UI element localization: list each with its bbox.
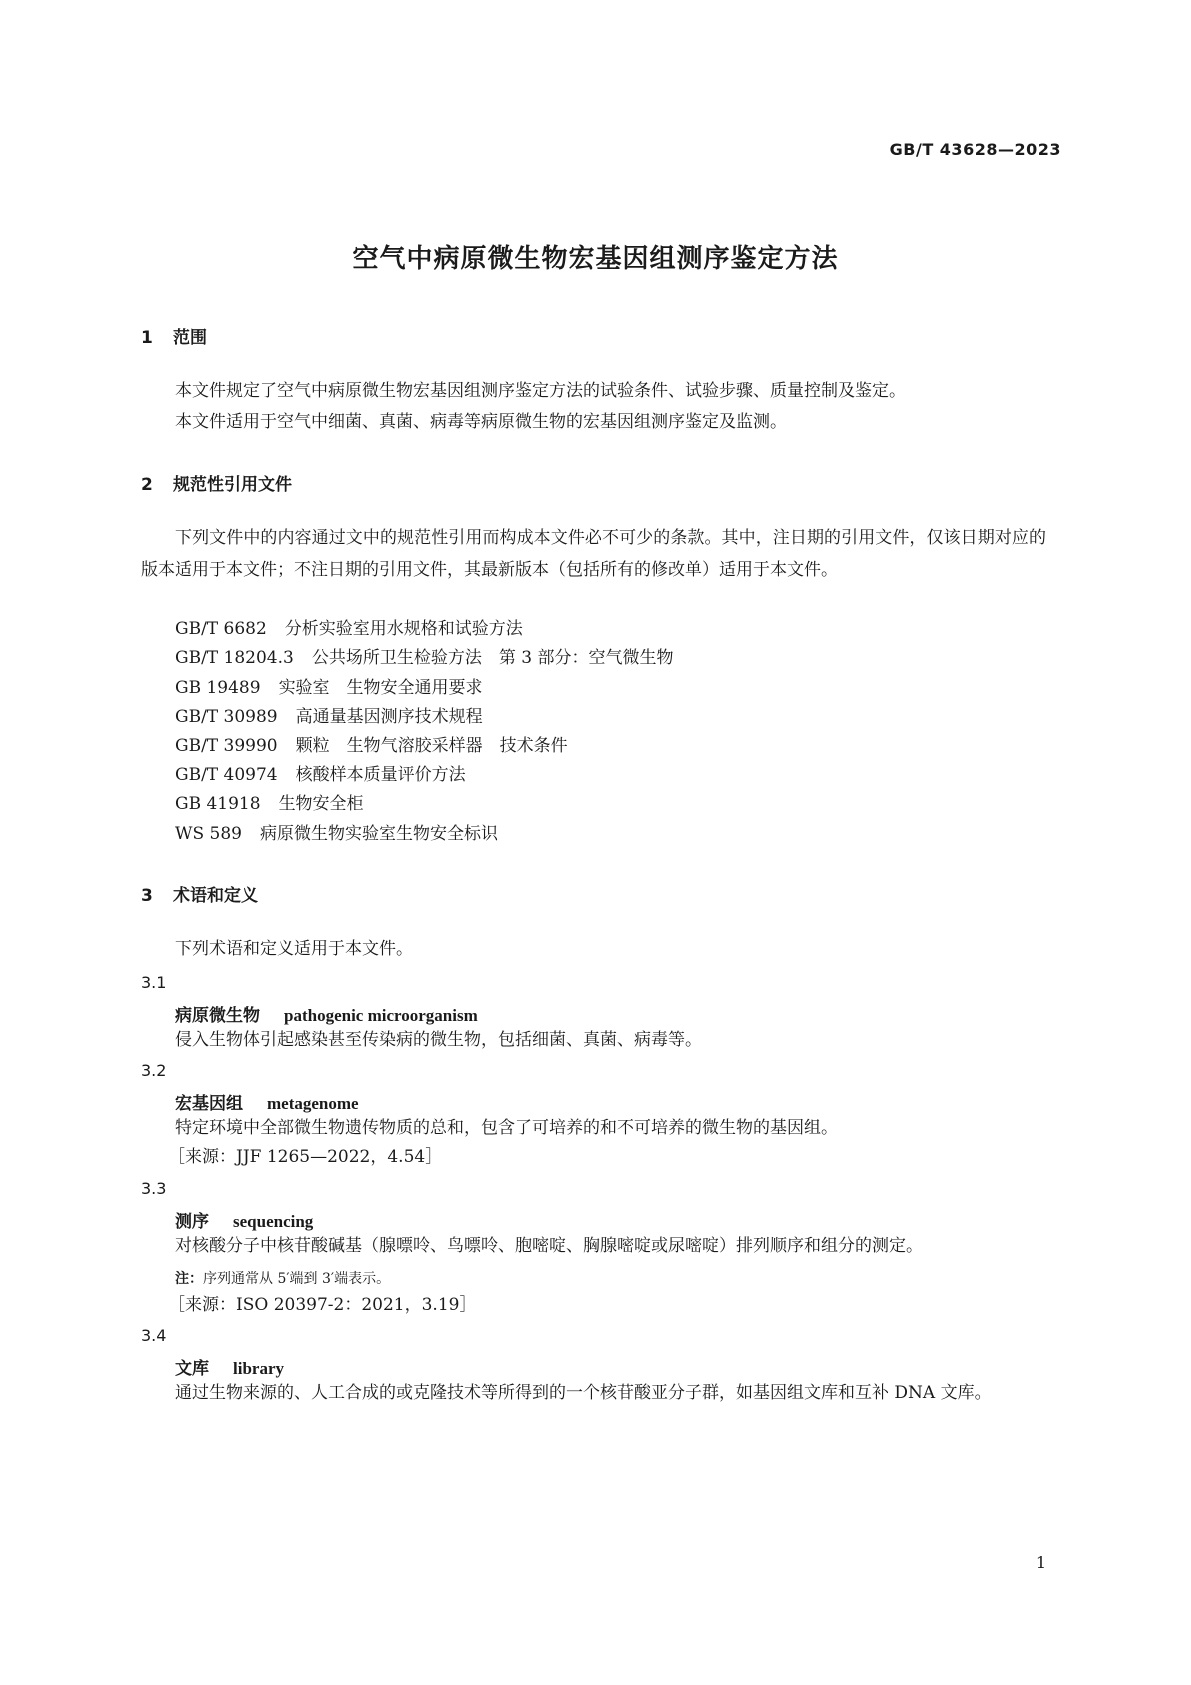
reference-title: 病原微生物实验室生物安全标识 bbox=[259, 824, 498, 844]
reference-code: GB 41918 bbox=[175, 794, 261, 814]
page-number: 1 bbox=[1035, 1553, 1046, 1572]
reference-code: GB/T 18204.3 bbox=[175, 648, 294, 668]
reference-item bbox=[175, 730, 568, 762]
term-definition: 特定环境中全部微生物遗传物质的总和，包含了可培养的和不可培养的微生物的基因组。 bbox=[175, 1118, 838, 1138]
reference-item bbox=[175, 672, 483, 704]
section-title: 范围 bbox=[173, 328, 207, 348]
term-en: library bbox=[233, 1359, 284, 1378]
term-heading bbox=[175, 1207, 313, 1232]
term-source: ［来源：JJF 1265—2022，4.54］ bbox=[168, 1147, 443, 1167]
term-zh: 文库 bbox=[175, 1359, 209, 1379]
section-heading-2 bbox=[141, 470, 292, 495]
term-en: sequencing bbox=[233, 1212, 314, 1231]
reference-code: GB 19489 bbox=[175, 678, 261, 698]
reference-title: 实验室 生物安全通用要求 bbox=[278, 678, 483, 698]
reference-title: 核酸样本质量评价方法 bbox=[295, 765, 466, 785]
normative-intro-paragraph: 下列文件中的内容通过文中的规范性引用而构成本文件必不可少的条款。其中，注日期的引用文件，仅该日期对应的版本适用于本文件；不注日期的引用文件，其最新版本（包括所有的修改单）适用于本文件。 bbox=[141, 528, 1046, 580]
scope-paragraph-1: 本文件规定了空气中病原微生物宏基因组测序鉴定方法的试验条件、试验步骤、质量控制及鉴定。 bbox=[175, 381, 906, 401]
scope-paragraph-2: 本文件适用于空气中细菌、真菌、病毒等病原微生物的宏基因组测序鉴定及监测。 bbox=[175, 412, 787, 432]
term-number: 3.1 bbox=[141, 973, 167, 992]
reference-item bbox=[175, 613, 523, 645]
reference-item bbox=[175, 788, 364, 820]
term-zh: 测序 bbox=[175, 1212, 209, 1232]
term-number: 3.4 bbox=[141, 1326, 167, 1345]
section-number: 1 bbox=[141, 328, 153, 348]
section-heading-3 bbox=[141, 881, 258, 906]
reference-item bbox=[175, 759, 466, 791]
term-heading bbox=[175, 1001, 478, 1026]
term-en: metagenome bbox=[267, 1094, 359, 1113]
section-title: 规范性引用文件 bbox=[173, 475, 292, 495]
standard-code: GB/T 43628—2023 bbox=[889, 140, 1061, 159]
note-text: 序列通常从 5′端到 3′端表示。 bbox=[203, 1271, 391, 1287]
reference-title: 高通量基因测序技术规程 bbox=[295, 707, 483, 727]
reference-item bbox=[175, 818, 498, 850]
reference-code: GB/T 30989 bbox=[175, 707, 278, 727]
reference-item bbox=[175, 642, 673, 674]
reference-title: 公共场所卫生检验方法 第 3 部分：空气微生物 bbox=[311, 648, 674, 668]
section-number: 3 bbox=[141, 886, 153, 906]
reference-code: WS 589 bbox=[175, 824, 242, 844]
term-en: pathogenic microorganism bbox=[284, 1006, 478, 1025]
reference-item bbox=[175, 701, 483, 733]
document-title: 空气中病原微生物宏基因组测序鉴定方法 bbox=[352, 244, 839, 274]
term-zh: 病原微生物 bbox=[175, 1006, 260, 1026]
terms-intro-paragraph: 下列术语和定义适用于本文件。 bbox=[175, 939, 413, 959]
term-note bbox=[175, 1268, 390, 1288]
term-number: 3.3 bbox=[141, 1179, 167, 1198]
reference-title: 颗粒 生物气溶胶采样器 技术条件 bbox=[295, 736, 568, 756]
term-heading bbox=[175, 1354, 284, 1379]
section-title: 术语和定义 bbox=[173, 886, 258, 906]
reference-title: 生物安全柜 bbox=[278, 794, 364, 814]
term-number: 3.2 bbox=[141, 1061, 167, 1080]
term-heading bbox=[175, 1089, 359, 1114]
term-source: ［来源：ISO 20397-2：2021，3.19］ bbox=[168, 1295, 477, 1315]
term-zh: 宏基因组 bbox=[175, 1094, 243, 1114]
section-number: 2 bbox=[141, 475, 153, 495]
reference-title: 分析实验室用水规格和试验方法 bbox=[284, 619, 523, 639]
section-heading-1 bbox=[141, 323, 207, 348]
note-label: 注： bbox=[175, 1271, 203, 1287]
term-definition: 侵入生物体引起感染甚至传染病的微生物，包括细菌、真菌、病毒等。 bbox=[175, 1030, 702, 1050]
reference-code: GB/T 6682 bbox=[175, 619, 267, 639]
reference-code: GB/T 40974 bbox=[175, 765, 278, 785]
term-definition: 对核酸分子中核苷酸碱基（腺嘌呤、鸟嘌呤、胞嘧啶、胸腺嘧啶或尿嘧啶）排列顺序和组分的测定。 bbox=[175, 1236, 923, 1256]
reference-code: GB/T 39990 bbox=[175, 736, 278, 756]
term-definition: 通过生物来源的、人工合成的或克隆技术等所得到的一个核苷酸亚分子群，如基因组文库和互补 DNA 文库。 bbox=[175, 1383, 992, 1403]
